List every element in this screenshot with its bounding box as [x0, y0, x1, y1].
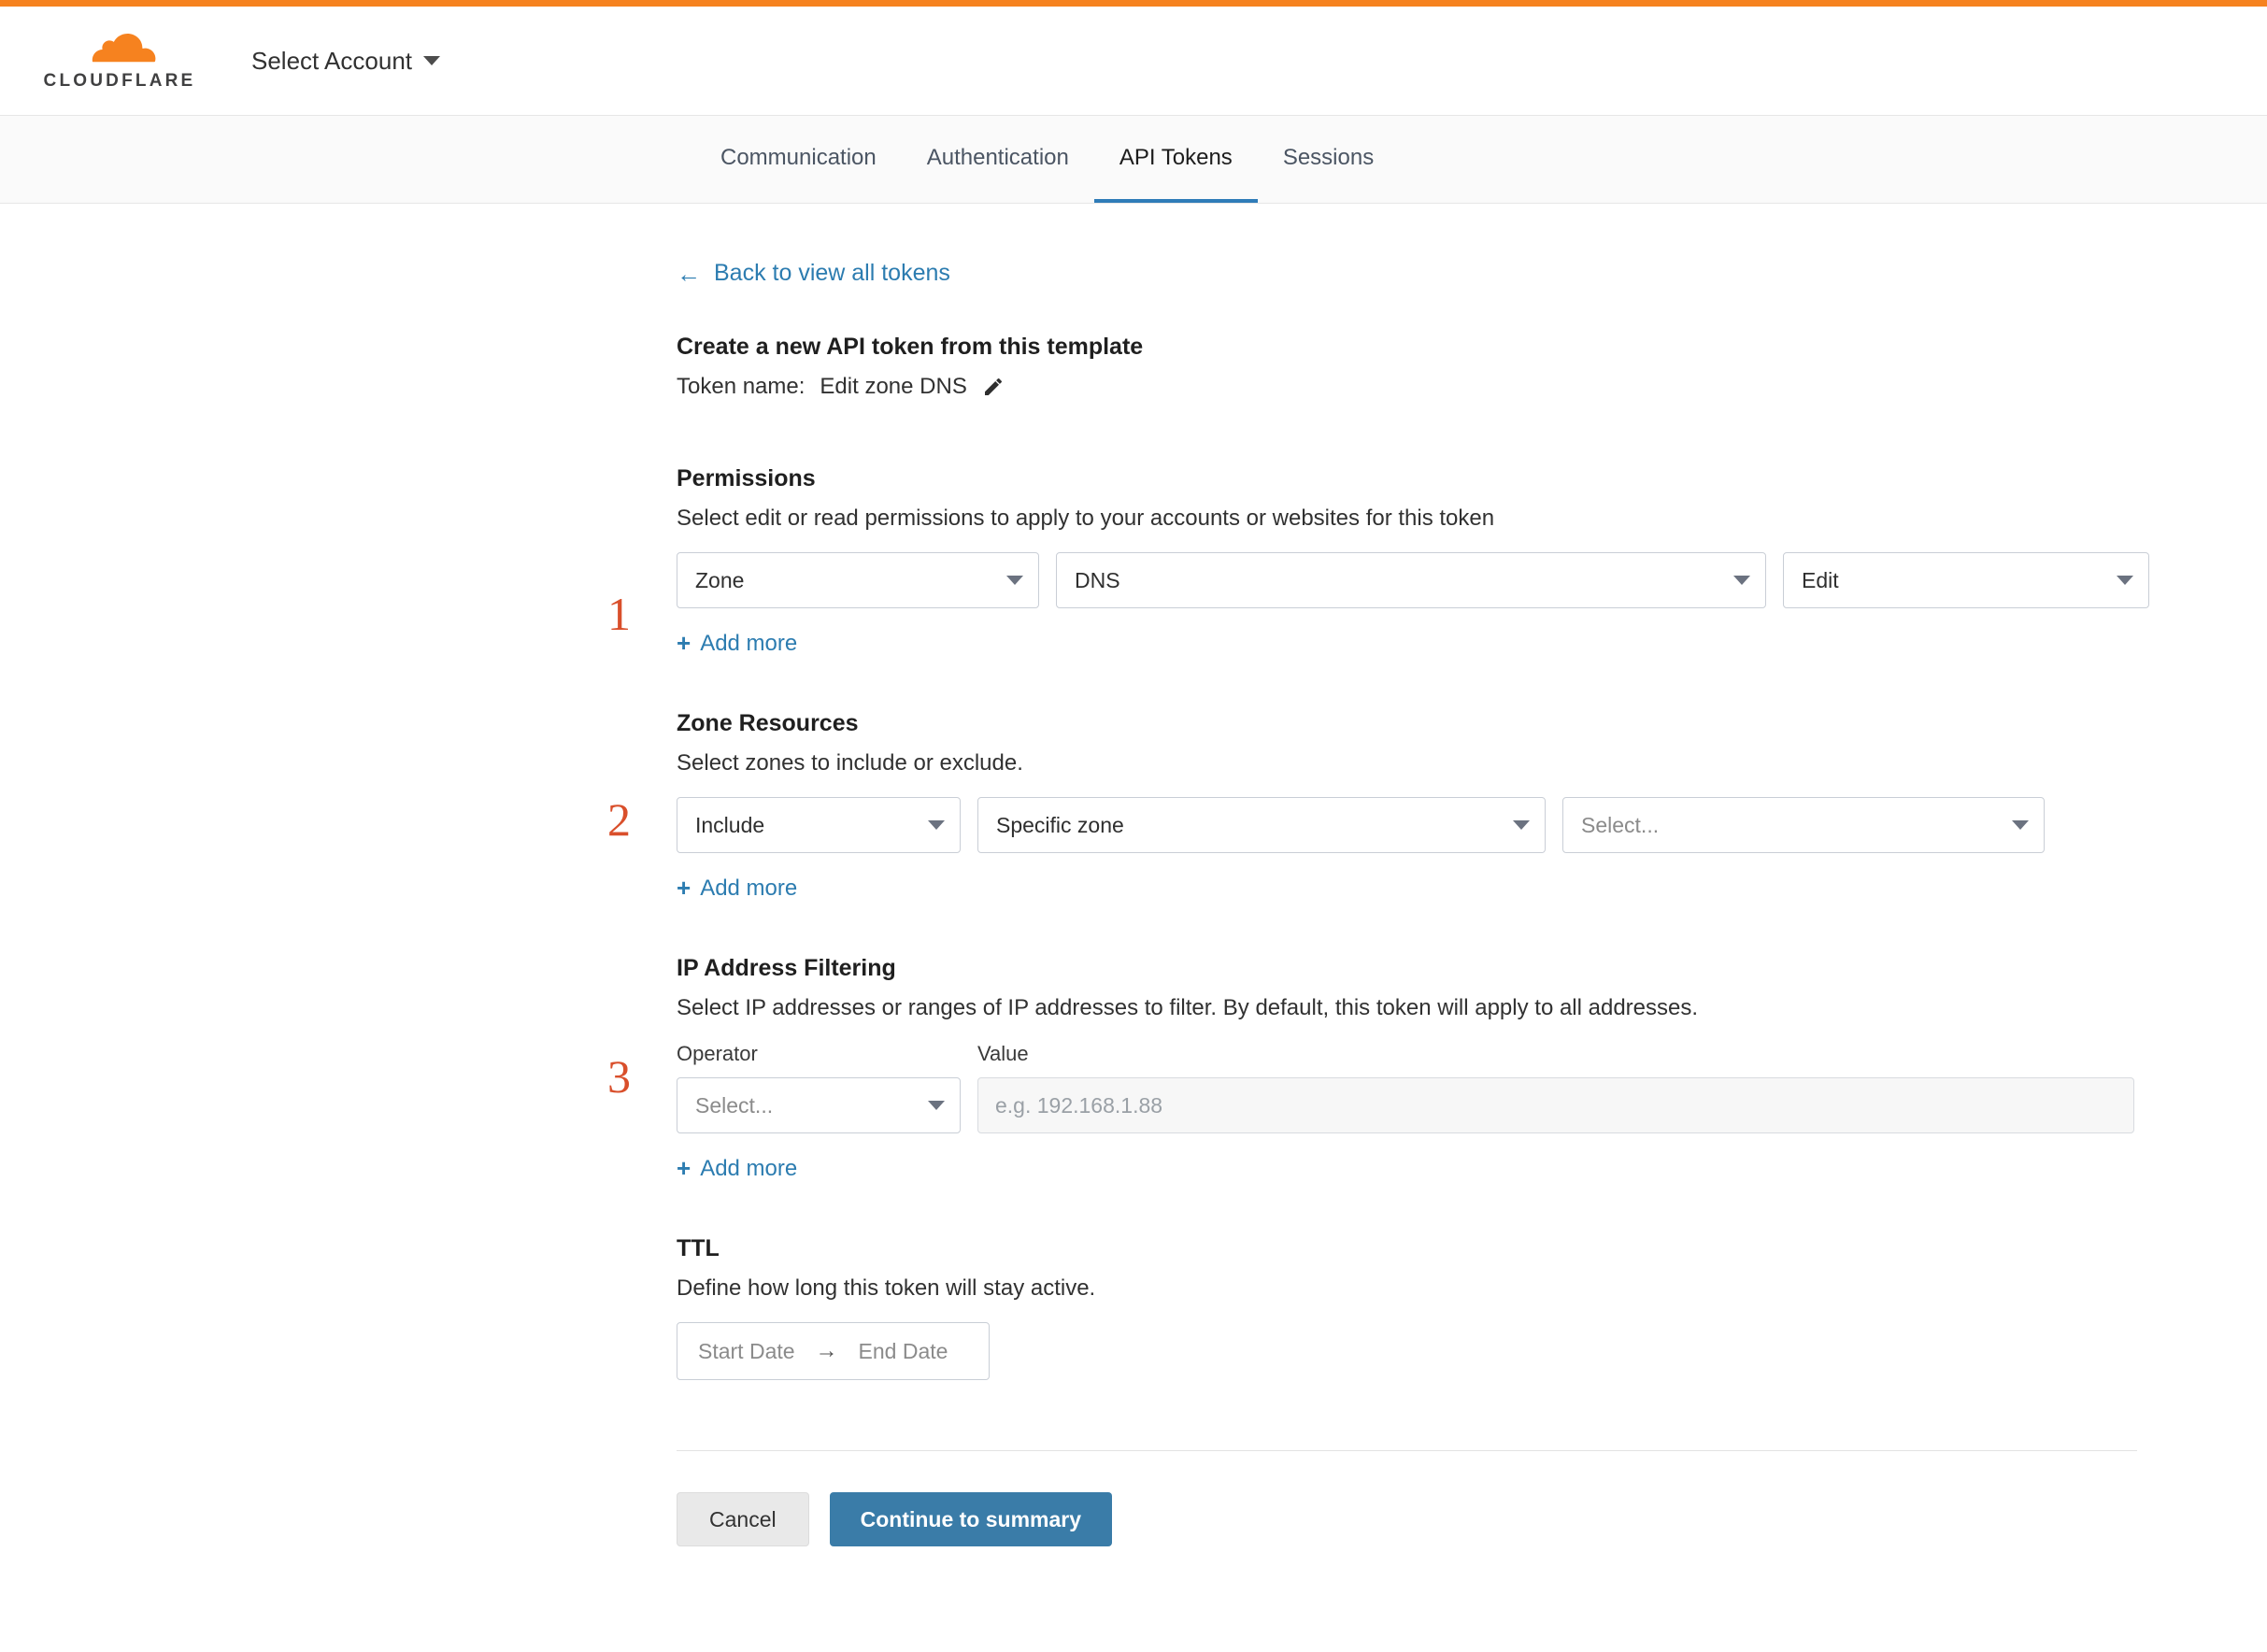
template-section	[677, 334, 2267, 400]
tab-authentication[interactable]: Authentication	[926, 144, 1069, 170]
chevron-down-icon	[2117, 576, 2133, 585]
permissions-add-more-label: Add more	[700, 630, 798, 656]
ttl-section	[677, 1235, 2267, 1380]
permission-level-value: Edit	[1802, 567, 1839, 592]
cloudflare-wordmark: CLOUDFLARE	[43, 71, 196, 91]
chevron-down-icon	[423, 56, 440, 65]
step-number-1: 1	[607, 588, 631, 640]
permission-scope-select[interactable]	[677, 552, 1039, 608]
zone-resources-row	[677, 797, 2267, 853]
plus-icon: +	[677, 629, 692, 657]
tab-api-tokens[interactable]: API Tokens	[1094, 116, 1258, 203]
ip-filtering-title: IP Address Filtering	[677, 955, 896, 981]
account-selector-label: Select Account	[251, 46, 412, 75]
template-title: Create a new API token from this template	[677, 334, 1144, 360]
arrow-left-icon: ←	[677, 259, 701, 288]
chevron-down-icon	[2012, 820, 2029, 830]
token-name-value: Edit zone DNS	[820, 374, 967, 399]
zone-name-value: Select...	[1581, 812, 1660, 837]
arrow-right-icon: →	[815, 1338, 838, 1363]
value-label: Value	[977, 1042, 1029, 1065]
ip-filtering-add-more-label: Add more	[700, 1155, 798, 1181]
ip-filtering-section	[677, 955, 2267, 1183]
ttl-start-date: Start Date	[698, 1338, 795, 1363]
zone-include-select[interactable]	[677, 797, 961, 853]
tab-communication[interactable]: Communication	[720, 144, 877, 170]
step-number-2: 2	[607, 793, 631, 846]
brand-accent-bar	[0, 0, 2267, 7]
permission-level-select[interactable]	[1783, 552, 2149, 608]
permissions-row	[677, 552, 2267, 608]
ip-filtering-description: Select IP addresses or ranges of IP addresses to filter. By default, this token will apply to all addresses.	[677, 995, 1699, 1020]
permission-resource-select[interactable]	[1056, 552, 1766, 608]
zone-resources-add-more-label: Add more	[700, 875, 798, 901]
ip-filtering-field-labels	[677, 1042, 2267, 1066]
ip-value-placeholder: e.g. 192.168.1.88	[995, 1092, 1163, 1118]
permissions-add-more-button[interactable]	[677, 629, 797, 658]
main-content	[0, 204, 2267, 1602]
zone-resources-add-more-button[interactable]	[677, 874, 797, 903]
zone-resources-section	[677, 710, 2267, 903]
permission-resource-value: DNS	[1075, 567, 1120, 592]
permissions-title: Permissions	[677, 465, 816, 491]
footer-divider	[677, 1450, 2137, 1451]
zone-include-value: Include	[695, 812, 765, 837]
tab-sessions[interactable]: Sessions	[1282, 144, 1375, 170]
ip-filtering-add-more-button[interactable]	[677, 1154, 797, 1183]
permissions-description: Select edit or read permissions to apply to your accounts or websites for this token	[677, 506, 1495, 531]
app-header	[0, 7, 2267, 116]
ip-operator-select[interactable]	[677, 1077, 961, 1133]
chevron-down-icon	[928, 820, 945, 830]
ttl-date-range-picker[interactable]	[677, 1322, 990, 1380]
ip-operator-value: Select...	[695, 1092, 774, 1118]
token-name-label: Token name:	[677, 374, 806, 399]
back-to-tokens-link[interactable]	[677, 260, 2267, 287]
continue-to-summary-button[interactable]: Continue to summary	[830, 1492, 1112, 1546]
edit-pencil-icon[interactable]	[982, 376, 1005, 398]
cloudflare-cloud-icon	[64, 30, 176, 69]
account-selector[interactable]	[251, 47, 440, 76]
zone-type-value: Specific zone	[996, 812, 1124, 837]
operator-label: Operator	[677, 1042, 758, 1065]
chevron-down-icon	[1733, 576, 1750, 585]
back-to-tokens-label: Back to view all tokens	[714, 260, 950, 286]
form-actions	[677, 1492, 2267, 1602]
token-name-row	[677, 374, 2267, 400]
permissions-section	[677, 465, 2267, 658]
ttl-title: TTL	[677, 1235, 720, 1261]
cancel-button[interactable]: Cancel	[677, 1492, 809, 1546]
section-tabs	[0, 116, 2267, 204]
zone-resources-description: Select zones to include or exclude.	[677, 750, 1023, 776]
ttl-description: Define how long this token will stay active.	[677, 1275, 1096, 1301]
ip-filtering-row	[677, 1077, 2267, 1133]
chevron-down-icon	[1006, 576, 1023, 585]
step-number-3: 3	[607, 1050, 631, 1103]
zone-name-select[interactable]	[1562, 797, 2045, 853]
chevron-down-icon	[928, 1101, 945, 1110]
ttl-end-date: End Date	[858, 1338, 948, 1363]
zone-type-select[interactable]	[977, 797, 1546, 853]
cloudflare-logo[interactable]	[28, 30, 211, 92]
plus-icon: +	[677, 1154, 692, 1182]
zone-resources-title: Zone Resources	[677, 710, 859, 736]
chevron-down-icon	[1513, 820, 1530, 830]
permission-scope-value: Zone	[695, 567, 745, 592]
plus-icon: +	[677, 874, 692, 902]
ip-value-input[interactable]	[977, 1077, 2134, 1133]
